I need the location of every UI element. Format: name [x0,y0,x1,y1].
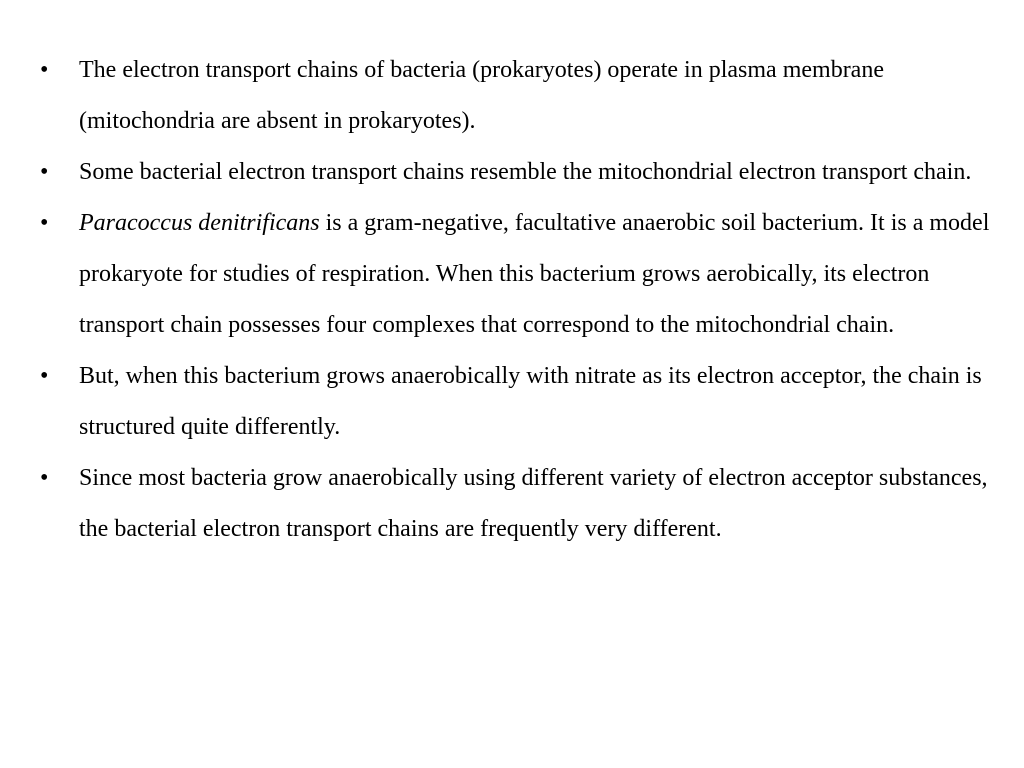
bullet-text: The electron transport chains of bacteria (prokaryotes) operate in plasma membrane (mitochondria are absent in prokaryotes). [79,57,884,134]
bullet-item-1 [40,45,990,147]
bullet-list [40,45,990,555]
bullet-text: But, when this bacterium grows anaerobically with nitrate as its electron acceptor, the chain is structured quite differently. [79,363,982,440]
bullet-icon: • [40,465,49,491]
bullet-icon: • [40,363,49,389]
bullet-icon: • [40,159,49,185]
bullet-text: Since most bacteria grow anaerobically using different variety of electron acceptor substances, the bacterial electron transport chains are frequently very different. [79,465,988,542]
species-name: Paracoccus denitrificans [79,210,320,236]
bullet-text: Some bacterial electron transport chains resemble the mitochondrial electron transport chain. [79,159,972,185]
bullet-text: is a gram-negative, facultative anaerobic soil bacterium. It is a model prokaryote for studies of respiration. When this bacterium grows aerobically, its electron transport chain possesses four complexes that correspond to the mitochondrial chain. [79,210,990,338]
bullet-icon: • [40,210,49,236]
bullet-item-4 [40,351,990,453]
bullet-item-2 [40,147,990,198]
bullet-item-5 [40,453,990,555]
bullet-item-3 [40,198,990,351]
bullet-icon: • [40,57,49,83]
